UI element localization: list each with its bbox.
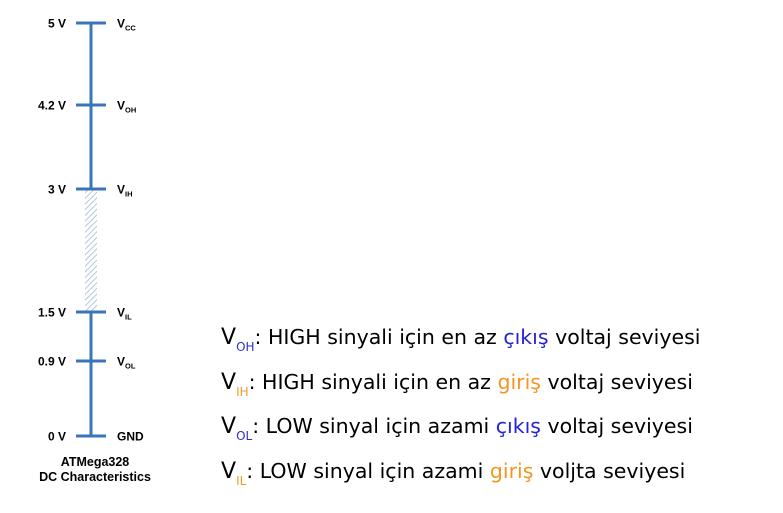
level-value-label: 5 V [47,16,66,31]
level-name-label [117,17,136,33]
legend-subscript: IH [236,385,249,399]
level-name-subscript: CC [125,23,136,33]
level-value-label: 0.9 V [37,354,66,369]
caption-line-1: ATMega328 [60,455,130,469]
legend-subscript: IL [236,474,247,488]
level-name-label [117,306,132,322]
legend-text-post: voltaj seviyesi [540,414,693,438]
level-name-subscript: OL [125,361,136,371]
level-name-label [117,355,136,371]
legend-symbol: V [221,459,237,484]
legend-text-pre: : HIGH sinyali için en az [254,325,504,349]
level-value-label: 4.2 V [37,98,66,113]
legend-text-pre: : HIGH sinyali için en az [248,370,498,394]
level-name: V [117,182,126,197]
level-name-subscript: IH [125,189,133,199]
voltage-level-diagram [0,0,200,513]
legend-symbol: V [221,325,237,350]
diagram-caption [10,455,180,485]
legend-row-vih [221,369,693,405]
undefined-zone-hatch [85,189,97,312]
level-value-label: 1.5 V [37,305,66,320]
level-name: V [117,305,126,320]
legend-subscript: OL [236,429,253,443]
level-name-subscript: IL [125,312,132,322]
legend-symbol: V [221,370,237,395]
legend-text-pre: : LOW sinyal için azami [246,459,490,483]
legend-symbol: V [221,414,237,439]
legend-text-post: voltaj seviyesi [548,325,701,349]
level-name: V [117,16,126,31]
caption-line-2: DC Characteristics [39,470,151,484]
legend-row-voh [221,324,701,360]
legend-text-pre: : LOW sinyal için azami [252,414,496,438]
legend-row-vil [221,458,685,494]
level-name-subscript: OH [125,105,137,115]
legend-highlight-word: giriş [489,459,534,483]
level-value-label: 0 V [47,429,66,444]
level-name-label [117,183,133,199]
legend-row-vol [221,413,693,449]
legend-text-post: voltaj seviyesi [540,370,693,394]
level-name-label [117,430,144,444]
level-name: V [117,98,126,113]
legend-highlight-word: çıkış [503,325,549,349]
legend-subscript: OH [236,340,255,354]
level-value-label: 3 V [47,182,66,197]
level-name-label [117,99,136,115]
level-name: GND [117,429,144,444]
legend-highlight-word: giriş [497,370,541,394]
legend-highlight-word: çıkış [495,414,541,438]
legend-text-post: voljta seviyesi [533,459,686,483]
level-name: V [117,354,126,369]
